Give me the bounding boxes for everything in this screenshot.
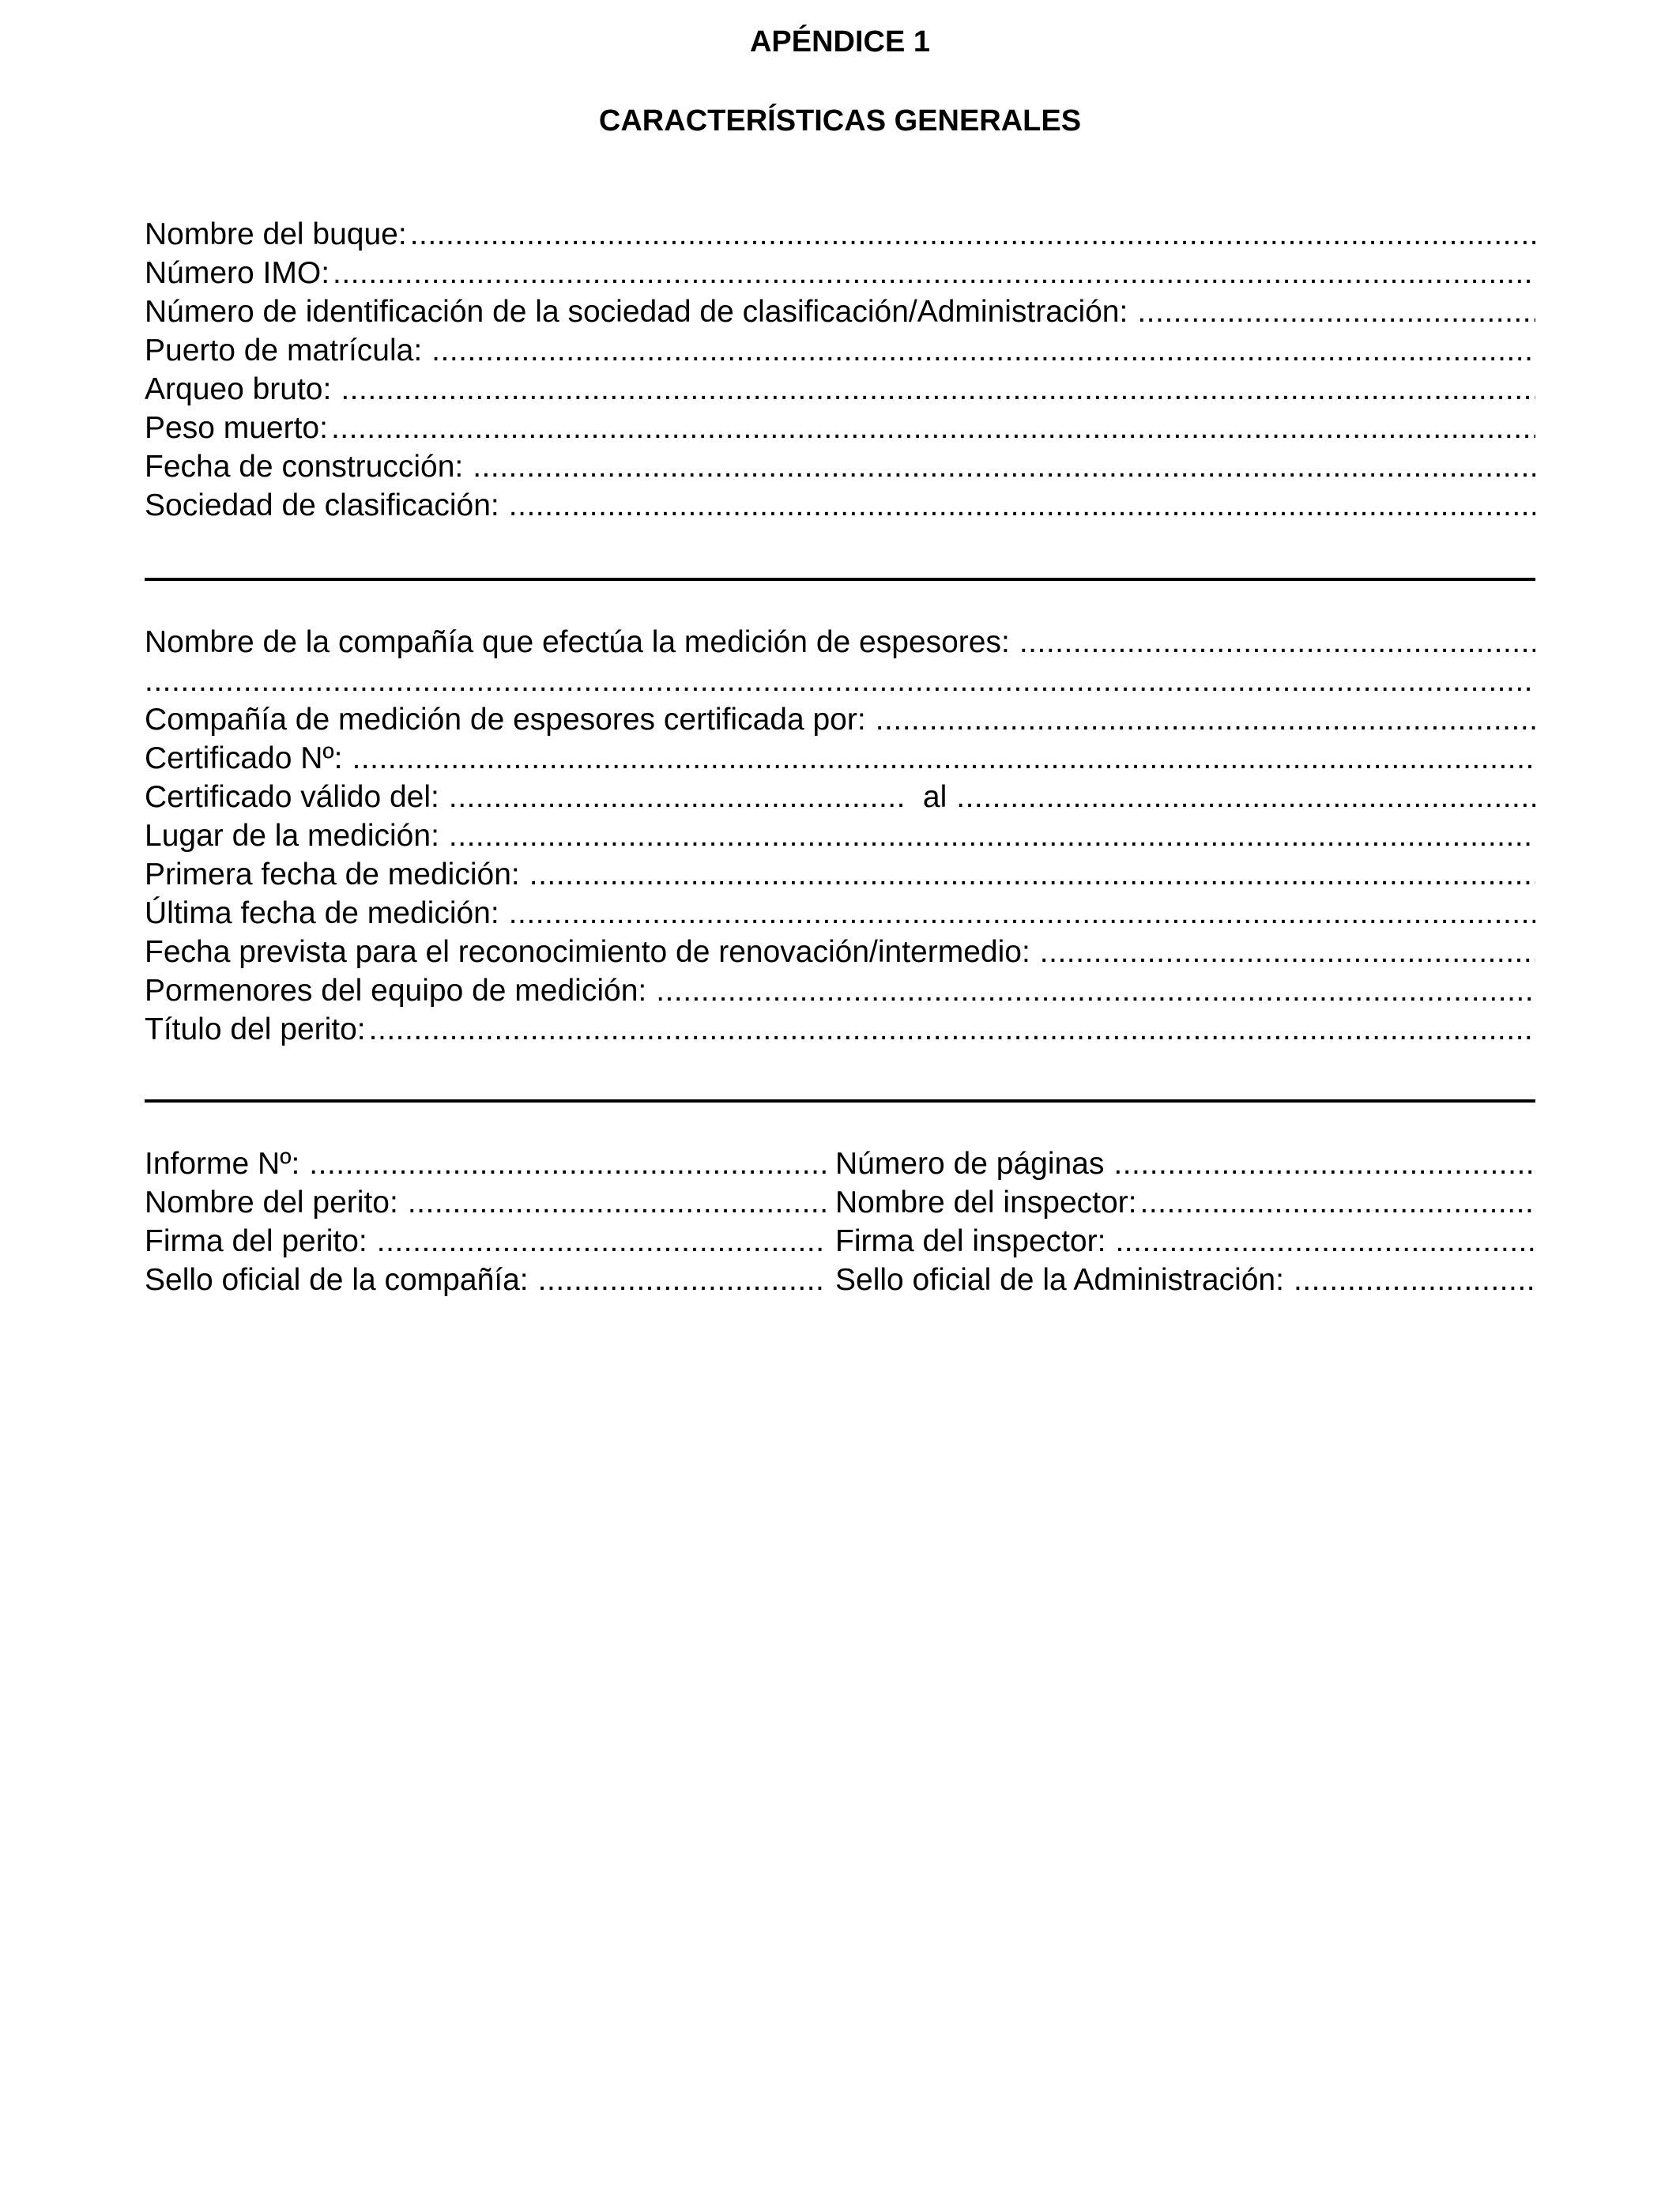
field-first-measurement-date[interactable] [145, 855, 1535, 894]
field-surveyor-qualification[interactable] [145, 1010, 1535, 1049]
field-label: Sociedad de clasificación: [145, 488, 499, 522]
field-certificate-validity[interactable] [145, 778, 1535, 816]
fill-in-line[interactable] [341, 370, 1535, 409]
field-label: Fecha de construcción: [145, 450, 464, 484]
fill-in-line[interactable] [352, 739, 1536, 778]
signature-row [145, 1144, 1535, 1183]
fill-in-line[interactable] [449, 816, 1535, 855]
field-label: Compañía de medición de espesores certificada por: [145, 703, 866, 737]
field-last-measurement-date[interactable] [145, 894, 1535, 933]
fill-in-line[interactable] [1137, 292, 1535, 331]
fill-in-line[interactable] [377, 1222, 826, 1261]
field-place-of-measurement[interactable] [145, 816, 1535, 855]
fill-in-line[interactable] [309, 1144, 826, 1183]
ship-particulars-section [145, 215, 1535, 525]
field-label: Arqueo bruto: [145, 372, 332, 406]
fill-in-line[interactable] [369, 1010, 1535, 1049]
field-label: Nombre del inspector: [835, 1186, 1137, 1220]
field-label: Certificado válido del: [145, 780, 439, 814]
section-divider [145, 1099, 1535, 1103]
fill-in-line[interactable] [1140, 1183, 1535, 1222]
signature-section [145, 1144, 1535, 1299]
field-date-of-build[interactable] [145, 447, 1535, 486]
field-administration-seal[interactable] [826, 1261, 1535, 1299]
field-imo-number[interactable] [145, 254, 1535, 292]
field-label: Puerto de matrícula: [145, 334, 423, 368]
field-port-of-registry[interactable] [145, 331, 1535, 370]
field-report-number[interactable] [145, 1144, 826, 1183]
field-label: Pormenores del equipo de medición: [145, 974, 647, 1008]
fill-in-line[interactable] [333, 254, 1535, 292]
fill-in-line[interactable] [1113, 1144, 1535, 1183]
field-certified-by[interactable] [145, 700, 1535, 739]
fill-in-line[interactable] [1115, 1222, 1535, 1261]
field-label: Número IMO: [145, 256, 330, 290]
field-label: Informe Nº: [145, 1147, 300, 1181]
measurement-company-section [145, 623, 1535, 1049]
field-label: Nombre de la compañía que efectúa la medición de espesores: [145, 625, 1010, 659]
field-surveyor-name[interactable] [145, 1183, 826, 1222]
fill-in-line[interactable] [509, 894, 1535, 933]
field-label: Nombre del perito: [145, 1186, 398, 1220]
fill-in-line[interactable] [876, 700, 1535, 739]
field-label: Fecha prevista para el reconocimiento de renovación/intermedio: [145, 935, 1030, 969]
field-label: Número de páginas [835, 1147, 1105, 1181]
field-label: Certificado Nº: [145, 741, 343, 775]
fill-in-line[interactable] [431, 331, 1535, 370]
field-surveyor-signature[interactable] [145, 1222, 826, 1261]
field-inspector-signature[interactable] [826, 1222, 1535, 1261]
field-certificate-number[interactable] [145, 739, 1535, 778]
fill-in-line[interactable] [509, 486, 1535, 525]
field-label: Número de identificación de la sociedad de clasificación/Administración: [145, 295, 1128, 329]
signature-row [145, 1261, 1535, 1299]
field-company-name-continued[interactable] [145, 662, 1535, 700]
fill-in-line[interactable] [410, 215, 1535, 254]
field-classification-society[interactable] [145, 486, 1535, 525]
field-label: Sello oficial de la Administración: [835, 1263, 1284, 1297]
field-label: Primera fecha de medición: [145, 858, 520, 892]
appendix-heading: APÉNDICE 1 [749, 25, 931, 58]
field-label: Firma del inspector: [835, 1224, 1106, 1258]
field-gross-tonnage[interactable] [145, 370, 1535, 409]
field-label: Última fecha de medición: [145, 896, 499, 930]
fill-in-line[interactable] [538, 1261, 826, 1299]
field-survey-due-date[interactable] [145, 933, 1535, 971]
section-divider [145, 578, 1535, 581]
field-company-name[interactable] [145, 623, 1535, 662]
fill-in-line[interactable] [529, 855, 1535, 894]
document-title: CARACTERÍSTICAS GENERALES [598, 104, 1082, 138]
fill-in-line-to[interactable] [956, 778, 1535, 816]
field-label: Título del perito: [145, 1012, 366, 1046]
field-class-id-number[interactable] [145, 292, 1535, 331]
field-label-to: al [922, 780, 947, 814]
field-label: Sello oficial de la compañía: [145, 1263, 529, 1297]
fill-in-line[interactable] [656, 971, 1535, 1010]
field-deadweight[interactable] [145, 409, 1535, 447]
fill-in-line[interactable] [1294, 1261, 1535, 1299]
fill-in-line[interactable] [331, 409, 1535, 447]
signature-row [145, 1222, 1535, 1261]
field-number-of-pages[interactable] [826, 1144, 1535, 1183]
field-measurement-equipment[interactable] [145, 971, 1535, 1010]
fill-in-line[interactable] [408, 1183, 826, 1222]
fill-in-line[interactable] [1019, 623, 1535, 662]
signature-row [145, 1183, 1535, 1222]
fill-in-line[interactable] [473, 447, 1535, 486]
field-label: Lugar de la medición: [145, 819, 439, 853]
field-ship-name[interactable] [145, 215, 1535, 254]
fill-in-line-from[interactable] [449, 778, 906, 816]
field-company-seal[interactable] [145, 1261, 826, 1299]
fill-in-line[interactable] [145, 662, 1535, 700]
field-label: Nombre del buque: [145, 217, 407, 251]
fill-in-line[interactable] [1040, 933, 1535, 971]
field-inspector-name[interactable] [826, 1183, 1535, 1222]
field-label: Peso muerto: [145, 411, 328, 445]
field-label: Firma del perito: [145, 1224, 367, 1258]
